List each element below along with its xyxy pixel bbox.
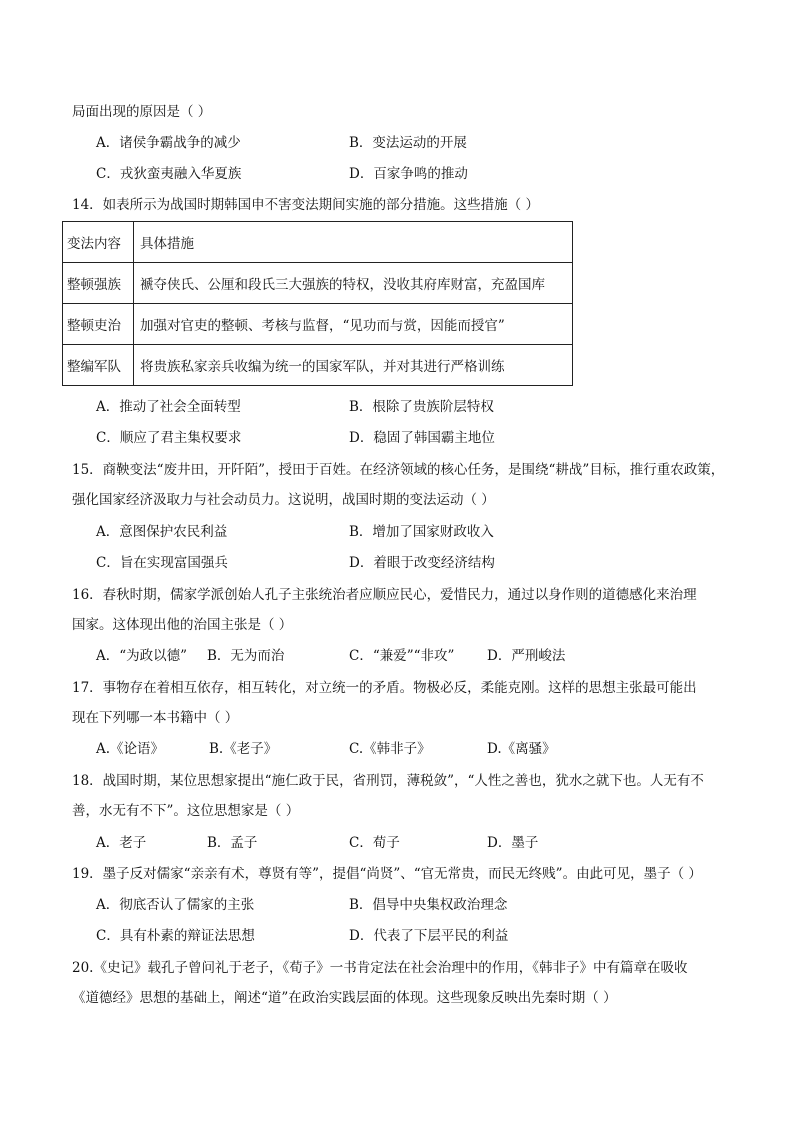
table-header-row	[63, 222, 573, 263]
q15-stem-line1: 15．商鞅变法“废井田，开阡陌”，授田于百姓。在经济领域的核心任务，是围绕“耕战”目标，推行重农政策，	[72, 462, 725, 478]
q18-option-c: C．荀子	[349, 835, 400, 851]
q17-stem-line1: 17．事物存在着相互依存，相互转化，对立统一的矛盾。物极必反，柔能克刚。这样的思想主张最可能出	[72, 680, 697, 696]
table-cell: 整顿吏治	[63, 304, 134, 345]
q15-option-b: B．增加了国家财政收入	[349, 524, 494, 540]
q14-option-c: C．顺应了君主集权要求	[96, 430, 242, 446]
q16-option-b: B．无为而治	[207, 648, 285, 664]
q18-option-b: B．孟子	[207, 835, 258, 851]
q18-stem-line2: 善，水无有不下”。这位思想家是（ ）	[72, 803, 300, 819]
q19-option-b: B．倡导中央集权政治理念	[349, 897, 508, 913]
q16-stem-line1: 16．春秋时期，儒家学派创始人孔子主张统治者应顺应民心，爱惜民力，通过以身作则的道德感化来治理	[72, 587, 697, 603]
q17-option-a: A.《论语》	[96, 741, 165, 757]
q19-option-d: D．代表了下层平民的利益	[349, 928, 509, 944]
q20-stem-line2: 《道德经》思想的基础上，阐述“道”在政治实践层面的体现。这些现象反映出先秦时期（ ）	[72, 990, 617, 1006]
q17-option-d: D.《离骚》	[487, 741, 556, 757]
q18-option-a: A．老子	[96, 835, 147, 851]
q19-option-c: C．具有朴素的辩证法思想	[96, 928, 255, 944]
table-cell: 加强对官吏的整顿、考核与监督，“见功而与赏，因能而授官”	[134, 304, 573, 345]
table-header-cell: 变法内容	[63, 222, 134, 263]
q17-option-b: B.《老子》	[209, 741, 278, 757]
q15-stem-line2: 强化国家经济汲取力与社会动员力。这说明，战国时期的变法运动（ ）	[72, 492, 495, 508]
q16-option-c: C．“兼爱”“非攻”	[349, 648, 455, 664]
q16-option-d: D．严刑峻法	[487, 648, 566, 664]
reform-measures-table	[62, 221, 573, 386]
q18-option-d: D．墨子	[487, 835, 539, 851]
q13-option-c: C．戎狄蛮夷融入华夏族	[96, 166, 242, 182]
q16-option-a: A．“为政以德”	[96, 648, 188, 664]
q14-stem: 14．如表所示为战国时期韩国申不害变法期间实施的部分措施。这些措施（ ）	[72, 197, 539, 213]
q13-stem: 局面出现的原因是（ ）	[72, 104, 212, 120]
table-row	[63, 345, 573, 386]
table-cell: 褫夺侠氏、公厘和段氏三大强族的特权，没收其府库财富，充盈国库	[134, 263, 573, 304]
q15-option-c: C．旨在实现富国强兵	[96, 555, 228, 571]
q15-option-a: A．意图保护农民利益	[96, 524, 228, 540]
table-cell: 将贵族私家亲兵收编为统一的国家军队，并对其进行严格训练	[134, 345, 573, 386]
table-cell: 整顿强族	[63, 263, 134, 304]
q17-option-c: C.《韩非子》	[349, 741, 431, 757]
table-row	[63, 263, 573, 304]
table-row	[63, 304, 573, 345]
q13-option-d: D．百家争鸣的推动	[349, 166, 468, 182]
q20-stem-line1: 20.《史记》载孔子曾问礼于老子，《荀子》一书肯定法在社会治理中的作用，《韩非子》中有篇章在吸收	[72, 960, 688, 976]
q13-option-a: A．诸侯争霸战争的减少	[96, 135, 241, 151]
q19-option-a: A．彻底否认了儒家的主张	[96, 897, 255, 913]
q13-option-b: B．变法运动的开展	[349, 135, 467, 151]
q19-stem: 19．墨子反对儒家“亲亲有术，尊贤有等”，提倡“尚贤”、“官无常贵，而民无终贱”。由此可见，墨子（ ）	[72, 866, 702, 882]
q14-option-d: D．稳固了韩国霸主地位	[349, 430, 495, 446]
table-header-cell: 具体措施	[134, 222, 573, 263]
q16-stem-line2: 国家。这体现出他的治国主张是（ ）	[72, 617, 293, 633]
q17-stem-line2: 现在下列哪一本书籍中（ ）	[72, 710, 239, 726]
q15-option-d: D．着眼于改变经济结构	[349, 555, 495, 571]
q14-option-b: B．根除了贵族阶层特权	[349, 399, 494, 415]
table-cell: 整编军队	[63, 345, 134, 386]
q14-option-a: A．推动了社会全面转型	[96, 399, 241, 415]
q18-stem-line1: 18．战国时期，某位思想家提出“施仁政于民，省刑罚，薄税敛”，“人性之善也，犹水之就下也。人无有不	[72, 773, 704, 789]
